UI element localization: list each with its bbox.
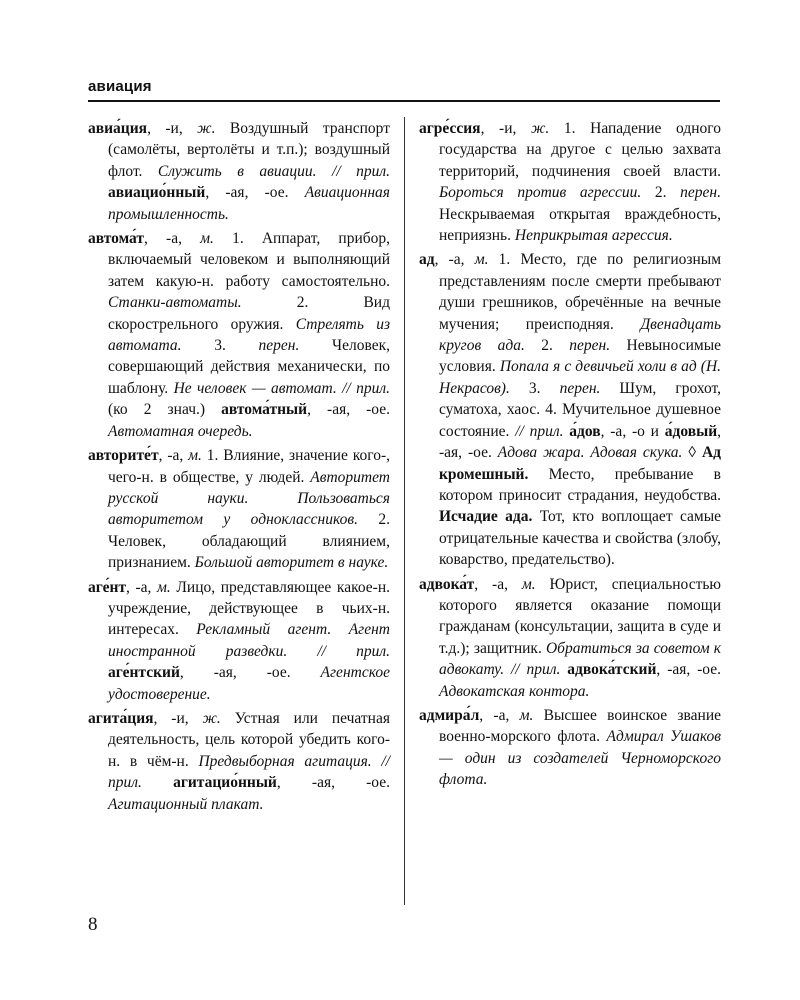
definition-text: , -а, xyxy=(158,447,189,465)
headword: авиа́ция xyxy=(88,120,148,137)
dictionary-entry xyxy=(419,574,721,702)
example-text: Станки-автоматы. xyxy=(108,294,242,312)
definition-text: 1. Влияние, значение кого-, чего-н. в обществе, у людей. xyxy=(108,447,390,486)
grammar-label: перен. xyxy=(559,379,601,397)
definition-text: , -а, xyxy=(479,706,520,724)
example-text: Не человек — автомат. // прил. xyxy=(173,379,391,397)
page-number: 8 xyxy=(88,914,98,935)
definition-text: 2. xyxy=(524,337,570,355)
header-rule xyxy=(88,100,720,102)
example-text: Рекламный агент. Агент иностранной разведки. // прил. xyxy=(108,621,390,660)
definition-text xyxy=(142,774,173,791)
dictionary-entry xyxy=(88,445,390,573)
definition-text: Место, пребывание в котором приносит страдания, неудобства. xyxy=(439,465,721,504)
grammar-label: м. xyxy=(474,251,489,269)
definition-text: Человек, совершающий действия механически, по шаблону. xyxy=(108,337,390,397)
grammar-label: м. xyxy=(200,230,214,248)
definition-text: Лицо, представляющее какое-н. учреждение, действующее в чьих-н. интересах. xyxy=(108,578,390,639)
example-text: Бороться против агрессии. xyxy=(439,184,642,202)
dictionary-entry xyxy=(419,705,721,791)
grammar-label: ж. xyxy=(531,120,550,137)
grammar-label: ж. xyxy=(197,120,216,137)
headword: аге́нтский xyxy=(108,664,180,682)
example-text: Предвыборная агитация. // прил. xyxy=(108,752,390,792)
definition-text: , -а, -о и xyxy=(600,422,665,440)
example-text: Неприкрытая агрессия. xyxy=(514,227,673,245)
example-text: Двенадцать кругов ада. xyxy=(439,315,721,355)
dictionary-entry xyxy=(88,228,390,442)
definition-text: 1. Место, где по религиозным представлениям после смерти пребывают души грешников, обречённые на вечные мучения; преисподняя. xyxy=(439,251,722,333)
phrase-idiom: Ад кромешный. xyxy=(439,444,721,483)
definition-text: Нескрываемая открытая враждебность, неприязнь. xyxy=(439,205,721,245)
definition-text: Шум, грохот, суматоха, хаос. 4. Мучительное душевное состояние. xyxy=(439,379,722,440)
example-text: Автоматная очередь. xyxy=(108,422,253,440)
headword: а́дов xyxy=(569,422,601,440)
example-text: Большой авторитет в науке. xyxy=(194,554,389,572)
running-head: авиация xyxy=(88,78,152,95)
definition-text: , -а, xyxy=(126,578,158,596)
definition-text: Устная или печатная деятельность, цель которой убедить кого-н. в чём-н. xyxy=(108,709,390,770)
headword: агре́ссия xyxy=(419,120,481,137)
definition-text: 3. xyxy=(181,337,259,355)
definition-text: , -ая, -ое. xyxy=(179,664,321,682)
definition-text: , -и, xyxy=(147,120,198,137)
headword: адвока́тский xyxy=(567,661,657,679)
example-text: Стрелять из автомата. xyxy=(108,315,390,355)
dictionary-entry xyxy=(88,708,390,815)
definition-text: , -а, xyxy=(434,251,475,269)
headword: автома́т xyxy=(88,230,145,248)
example-text: Агентское удостоверение. xyxy=(108,664,390,703)
headword: авиацио́нный xyxy=(108,184,206,202)
dictionary-entry xyxy=(419,249,721,570)
definition-text: ◊ xyxy=(682,444,702,462)
definition-text: , -ая, -ое. xyxy=(276,774,391,792)
headword: адмира́л xyxy=(419,706,480,724)
example-text: Авторитет русской науки. Пользоваться авторитетом у одноклассников. xyxy=(108,468,390,529)
headword: агита́ция xyxy=(88,709,154,727)
definition-text: , -а, xyxy=(144,230,201,248)
grammar-label: перен. xyxy=(258,337,300,355)
example-text: Обратиться за советом к адвокату. // прил. xyxy=(439,639,721,679)
definition-text: (ко 2 знач.) xyxy=(108,401,222,419)
headword: агитацио́нный xyxy=(173,774,277,792)
definition-text: Воздушный транспорт (самолёты, вертолёты и т.п.); воздушный флот. xyxy=(108,120,390,180)
headword: а́довый xyxy=(664,422,718,440)
example-text: Адова жара. Адовая скука. xyxy=(497,444,683,462)
definition-text: , -и, xyxy=(480,120,531,137)
definition-text: , -ая, -ое. xyxy=(656,661,721,679)
phrase-idiom: Исчадие ада. xyxy=(439,508,533,526)
grammar-label: м. xyxy=(157,578,171,596)
grammar-label: ж. xyxy=(202,709,221,727)
definition-text: Тот, кто воплощает самые отрицательные качества и свойства (злобу, коварство, предательство). xyxy=(439,508,721,569)
dictionary-entry xyxy=(88,577,390,705)
definition-text: 2. Вид скорострельного оружия. xyxy=(108,294,390,333)
grammar-label: м. xyxy=(188,447,202,465)
dictionary-entry xyxy=(88,118,390,225)
example-text: Адмирал Ушаков — один из создателей Черноморского флота. xyxy=(439,728,721,789)
definition-text: 1. Нападение одного государства на другое с целью захвата территорий, подчинения своей власти. xyxy=(439,120,721,180)
grammar-label: перен. xyxy=(680,184,721,202)
headword: ад xyxy=(419,251,435,269)
definition-text: Высшее воинское звание военно-морского флота. xyxy=(439,706,721,746)
right-column xyxy=(419,118,721,794)
example-text: Попала я с девичьей холи в ад (Н. Некрасов). xyxy=(439,358,722,397)
definition-text: , -и, xyxy=(153,709,203,727)
definition-text: , -ая, -ое. xyxy=(205,184,305,202)
headword: аге́нт xyxy=(88,578,127,596)
example-text: Адвокатская контора. xyxy=(439,682,590,700)
column-divider xyxy=(404,117,405,905)
example-text: Служить в авиации. // прил. xyxy=(157,162,391,180)
definition-text: 1. Аппарат, прибор, включаемый человеком и выполняющий затем какую-н. работу самостоятельно. xyxy=(108,230,391,290)
example-text: Агитационный плакат. xyxy=(108,795,264,813)
grammar-label: перен. xyxy=(569,337,611,355)
example-text: Авиационная промышленность. xyxy=(108,184,390,223)
definition-text: , -а, xyxy=(474,575,522,593)
grammar-label: м. xyxy=(519,706,534,724)
definition-text: , -ая, -ое. xyxy=(307,401,390,419)
headword: авторите́т xyxy=(88,447,159,465)
grammar-label: м. xyxy=(521,575,536,593)
definition-text: 3. xyxy=(509,379,560,397)
headword: адвока́т xyxy=(419,575,475,593)
example-text: // прил. xyxy=(515,422,564,440)
definition-text: 2. Человек, обладающий влиянием, признанием. xyxy=(108,511,390,572)
definition-text: 2. xyxy=(641,184,681,202)
definition-text: Юрист, специальностью которого является оказание помощи гражданам (консультации, защита в суде и т.д.); защитник. xyxy=(439,575,721,657)
dictionary-entry xyxy=(419,118,721,246)
left-column xyxy=(88,118,390,818)
definition-text: Невыносимые условия. xyxy=(439,337,722,376)
headword: автома́тный xyxy=(221,401,308,419)
definition-text: , -ая, -ое. xyxy=(439,422,722,462)
